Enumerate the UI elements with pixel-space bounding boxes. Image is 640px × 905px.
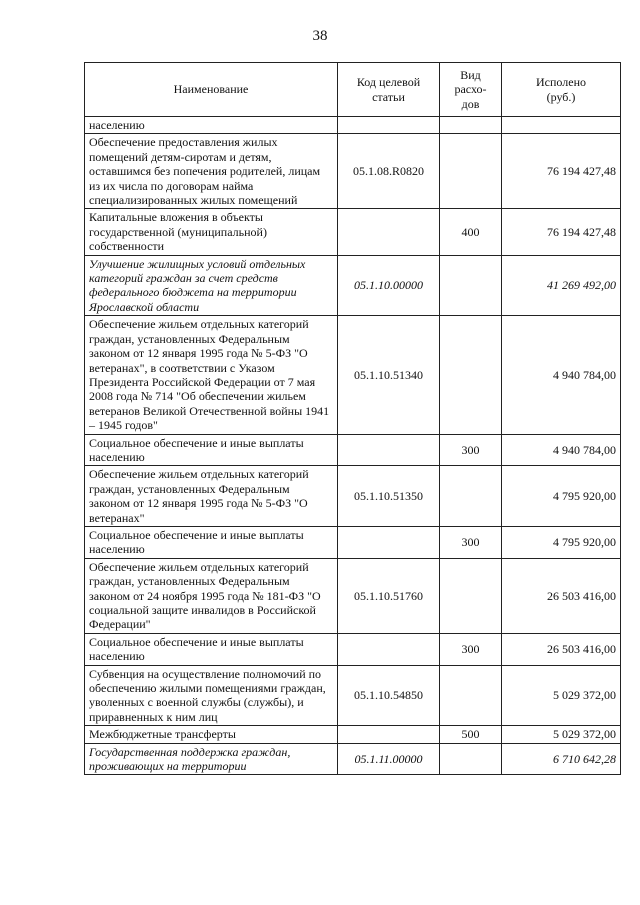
cell-code: 05.1.10.00000 <box>338 255 440 316</box>
page-number: 38 <box>312 28 328 44</box>
cell-type <box>440 558 502 633</box>
cell-code: 05.1.11.00000 <box>338 743 440 775</box>
cell-amount <box>502 117 621 134</box>
table-row <box>85 726 621 743</box>
cell-name: Улучшение жилищных условий отдельных категорий граждан за счет средств федерального бюджета на территории Ярославской области <box>85 255 338 316</box>
cell-type <box>440 466 502 527</box>
cell-name: Капитальные вложения в объекты государственной (муниципальной) собственности <box>85 209 338 255</box>
cell-code: 05.1.10.54850 <box>338 665 440 726</box>
cell-type <box>440 255 502 316</box>
budget-table <box>84 62 621 775</box>
cell-type: 300 <box>440 434 502 466</box>
cell-name: Обеспечение жильем отдельных категорий граждан, установленных Федеральным законом от 12 января 1995 года № 5-ФЗ "О ветеранах", в соответствии с Указом Президента Российской Федерации от 7 мая 2008 года № 714 "Об обеспечении жильем ветеранов Великой Отечественной войны 1941 – 1945 годов" <box>85 316 338 434</box>
cell-code <box>338 726 440 743</box>
table-row <box>85 526 621 558</box>
cell-code <box>338 209 440 255</box>
cell-amount: 5 029 372,00 <box>502 665 621 726</box>
cell-name: Субвенция на осуществление полномочий по обеспечению жилыми помещениями граждан, уволенных с военной службы (службы), и приравненных к ним лиц <box>85 665 338 726</box>
cell-name: Обеспечение жильем отдельных категорий граждан, установленных Федеральным законом от 12 января 1995 года № 5-ФЗ "О ветеранах" <box>85 466 338 527</box>
cell-amount: 76 194 427,48 <box>502 209 621 255</box>
cell-type: 500 <box>440 726 502 743</box>
cell-code: 05.1.10.51350 <box>338 466 440 527</box>
cell-name: Межбюджетные трансферты <box>85 726 338 743</box>
table-row <box>85 134 621 209</box>
table-header-row <box>85 63 621 117</box>
cell-amount: 4 795 920,00 <box>502 466 621 527</box>
cell-type: 300 <box>440 633 502 665</box>
table-row <box>85 209 621 255</box>
header-amount: Исполено (руб.) <box>502 63 621 117</box>
cell-amount: 4 940 784,00 <box>502 434 621 466</box>
cell-code <box>338 633 440 665</box>
table-row <box>85 665 621 726</box>
cell-amount: 4 940 784,00 <box>502 316 621 434</box>
cell-amount: 26 503 416,00 <box>502 633 621 665</box>
cell-amount: 5 029 372,00 <box>502 726 621 743</box>
cell-name: Обеспечение предоставления жилых помещений детям-сиротам и детям, оставшимся без попечения родителей, лицам из их числа по договорам найма специализированных жилых помещений <box>85 134 338 209</box>
cell-type <box>440 316 502 434</box>
table-row <box>85 434 621 466</box>
cell-code <box>338 434 440 466</box>
table-row <box>85 558 621 633</box>
table-row <box>85 633 621 665</box>
cell-code <box>338 117 440 134</box>
cell-code: 05.1.10.51760 <box>338 558 440 633</box>
table-body <box>85 117 621 775</box>
cell-code: 05.1.10.51340 <box>338 316 440 434</box>
cell-amount: 41 269 492,00 <box>502 255 621 316</box>
cell-amount: 4 795 920,00 <box>502 526 621 558</box>
cell-name: Социальное обеспечение и иные выплаты населению <box>85 633 338 665</box>
cell-name: населению <box>85 117 338 134</box>
cell-amount: 76 194 427,48 <box>502 134 621 209</box>
cell-type <box>440 743 502 775</box>
table-row <box>85 743 621 775</box>
cell-type <box>440 665 502 726</box>
header-name: Наименование <box>85 63 338 117</box>
header-code: Код целевой статьи <box>338 63 440 117</box>
cell-type <box>440 134 502 209</box>
cell-type: 400 <box>440 209 502 255</box>
table-row <box>85 255 621 316</box>
cell-code <box>338 526 440 558</box>
cell-name: Социальное обеспечение и иные выплаты населению <box>85 526 338 558</box>
cell-type <box>440 117 502 134</box>
cell-name: Обеспечение жильем отдельных категорий граждан, установленных Федеральным законом от 24 ноября 1995 года № 181-ФЗ "О социальной защите инвалидов в Российской Федерации" <box>85 558 338 633</box>
header-type: Вид расхо- дов <box>440 63 502 117</box>
table-row <box>85 117 621 134</box>
cell-name: Социальное обеспечение и иные выплаты населению <box>85 434 338 466</box>
cell-type: 300 <box>440 526 502 558</box>
cell-code: 05.1.08.R0820 <box>338 134 440 209</box>
cell-name: Государственная поддержка граждан, проживающих на территории <box>85 743 338 775</box>
table-row <box>85 466 621 527</box>
table-row <box>85 316 621 434</box>
cell-amount: 26 503 416,00 <box>502 558 621 633</box>
cell-amount: 6 710 642,28 <box>502 743 621 775</box>
